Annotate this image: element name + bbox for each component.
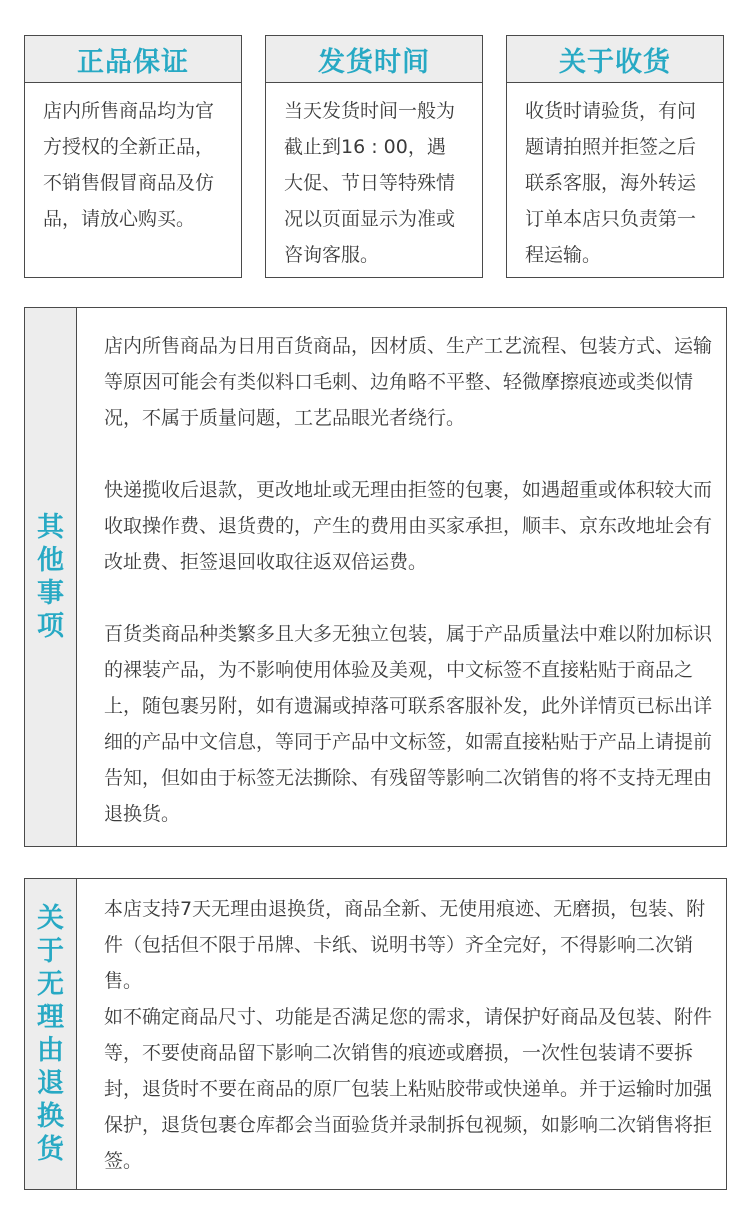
section-title: 其他事项	[37, 512, 64, 642]
paragraph: 店内所售商品为日用百货商品，因材质、生产工艺流程、包装方式、运输等原因可能会有类似料口毛刺、边角略不平整、轻微摩擦痕迹或类似情况，不属于质量问题，工艺品眼光者绕行。	[104, 335, 713, 429]
authentic-guarantee-card	[24, 35, 242, 278]
section-side-label	[25, 879, 77, 1189]
card-title: 发货时间	[266, 36, 482, 83]
paragraph: 如不确定商品尺寸、功能是否满足您的需求，请保护好商品及包装、附件等，不要使商品留下影响二次销售的痕迹或磨损，一次性包装请不要拆封，退货时不要在商品的原厂包装上粘贴胶带或快递单。并于运输时加强保护，退货包裹仓库都会当面验货并录制拆包视频，如影响二次销售将拒签。	[104, 1006, 713, 1172]
card-text: 当天发货时间一般为截止到16 : 00，遇大促、节日等特殊情况以页面显示为准或咨询客服。	[284, 100, 456, 266]
card-text: 收货时请验货，有问题请拍照并拒签之后联系客服，海外转运订单本店只负责第一程运输。	[525, 100, 697, 266]
return-policy-section	[24, 878, 727, 1190]
receiving-card	[506, 35, 724, 278]
section-title: 关于无理由退换货	[37, 903, 64, 1165]
section-content	[77, 879, 726, 1189]
other-notes-section	[24, 307, 727, 847]
paragraph: 百货类商品种类繁多且大多无独立包装，属于产品质量法中难以附加标识的裸装产品，为不影响使用体验及美观，中文标签不直接粘贴于商品之上，随包裹另附，如有遗漏或掉落可联系客服补发，此外详情页已标出详细的产品中文信息，等同于产品中文标签，如需直接粘贴于产品上请提前告知，但如由于标签无法撕除、有残留等影响二次销售的将不支持无理由退换货。	[104, 623, 713, 825]
section-content	[77, 308, 726, 846]
card-title: 关于收货	[507, 36, 723, 83]
section-side-label	[25, 308, 77, 846]
shipping-time-card	[265, 35, 483, 278]
paragraph: 快递揽收后退款，更改地址或无理由拒签的包裹，如遇超重或体积较大而收取操作费、退货费的，产生的费用由买家承担，顺丰、京东改地址会有改址费、拒签退回收取往返双倍运费。	[104, 479, 713, 573]
card-text: 店内所售商品均为官方授权的全新正品，不销售假冒商品及仿品，请放心购买。	[43, 100, 215, 230]
paragraph: 本店支持7天无理由退换货，商品全新、无使用痕迹、无磨损，包装、附件（包括但不限于吊牌、卡纸、说明书等）齐全完好，不得影响二次销售。	[104, 898, 706, 992]
card-title: 正品保证	[25, 36, 241, 83]
